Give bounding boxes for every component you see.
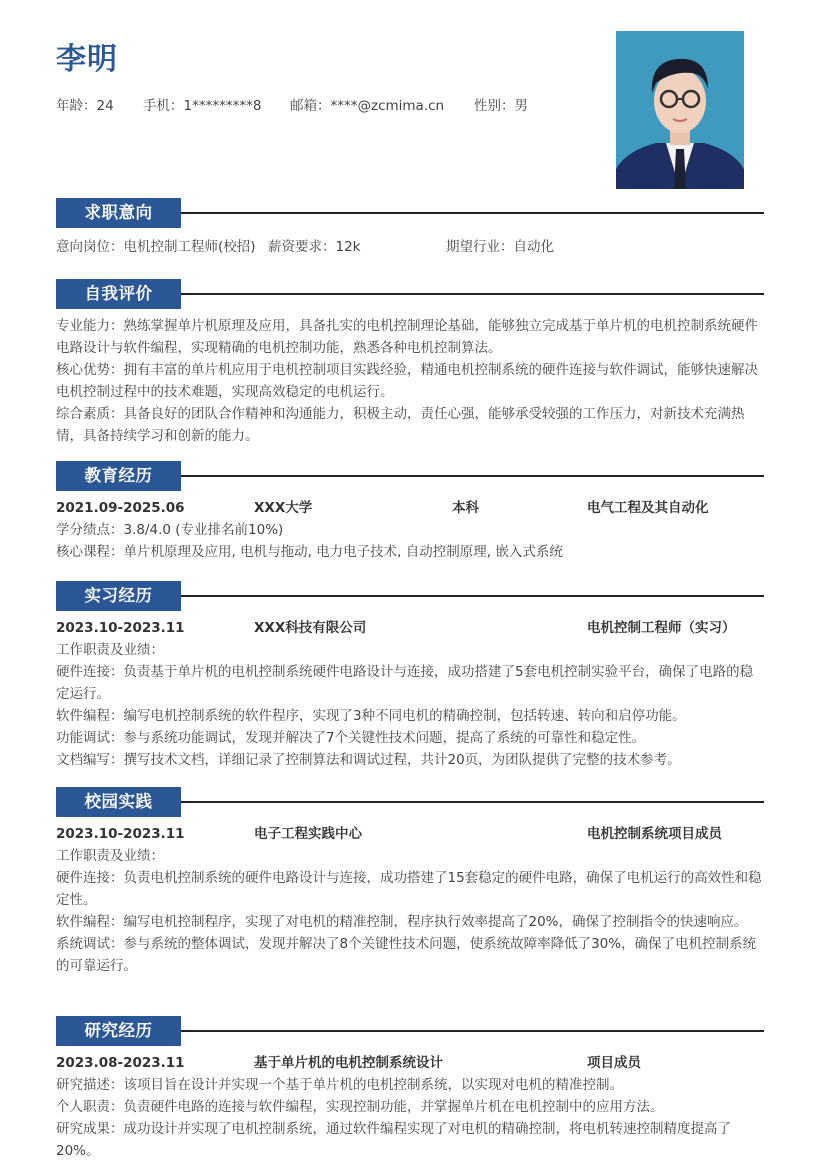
education-row bbox=[56, 497, 764, 519]
divider bbox=[181, 1030, 764, 1032]
divider bbox=[181, 212, 764, 214]
profile-photo bbox=[616, 31, 744, 189]
section-header bbox=[56, 787, 764, 817]
intent-industry: 期望行业：自动化 bbox=[446, 239, 554, 255]
divider bbox=[181, 801, 764, 803]
section-campus-practice bbox=[56, 787, 764, 977]
divider bbox=[181, 475, 764, 477]
contact-info bbox=[56, 94, 528, 114]
edu-major: 电气工程及其自动化 bbox=[587, 500, 709, 516]
campus-line: 工作职责及业绩： bbox=[56, 848, 164, 864]
intent-row bbox=[56, 236, 764, 258]
intern-line: 工作职责及业绩： bbox=[56, 642, 164, 658]
resume-header bbox=[56, 38, 616, 158]
intern-line: 功能调试：参与系统功能调试，发现并解决了7个关键性技术问题，提高了系统的可靠性和稳定性。 bbox=[56, 730, 646, 746]
contact-phone: 手机：1*********8 bbox=[143, 98, 262, 114]
section-header bbox=[56, 279, 764, 309]
section-self-evaluation bbox=[56, 279, 764, 447]
section-title: 实习经历 bbox=[56, 581, 181, 611]
eval-line: 综合素质：具备良好的团队合作精神和沟通能力，积极主动，责任心强，能够承受较强的工作压力，对新技术充满热情，具备持续学习和创新的能力。 bbox=[56, 406, 745, 444]
section-title: 教育经历 bbox=[56, 461, 181, 491]
research-period: 2023.08-2023.11 bbox=[56, 1055, 185, 1071]
person-portrait-icon bbox=[616, 31, 744, 189]
campus-line: 系统调试：参与系统的整体调试，发现并解决了8个关键性技术问题，使系统故障率降低了30%，确保了电机控制系统的可靠运行。 bbox=[56, 936, 757, 974]
campus-org: 电子工程实践中心 bbox=[254, 826, 362, 842]
campus-line: 硬件连接：负责电机控制系统的硬件电路设计与连接，成功搭建了15套稳定的硬件电路，确保了电机运行的高效性和稳定性。 bbox=[56, 870, 762, 908]
section-header bbox=[56, 581, 764, 611]
candidate-name: 李明 bbox=[56, 42, 118, 77]
section-title: 校园实践 bbox=[56, 787, 181, 817]
section-title: 研究经历 bbox=[56, 1016, 181, 1046]
research-line: 研究描述：该项目旨在设计并实现一个基于单片机的电机控制系统，以实现对电机的精准控制。 bbox=[56, 1077, 623, 1093]
eval-line: 核心优势：拥有丰富的单片机应用于电机控制项目实践经验，精通电机控制系统的硬件连接与软件调试，能够快速解决电机控制过程中的技术难题，实现高效稳定的电机运行。 bbox=[56, 362, 758, 400]
section-header bbox=[56, 198, 764, 228]
research-row bbox=[56, 1052, 764, 1074]
intent-salary: 薪资要求：12k bbox=[268, 239, 361, 255]
intent-position: 意向岗位：电机控制工程师(校招) bbox=[56, 239, 256, 255]
section-education bbox=[56, 461, 764, 563]
contact-age: 年龄：24 bbox=[56, 98, 114, 114]
intern-role: 电机控制工程师（实习） bbox=[587, 620, 736, 636]
research-role: 项目成员 bbox=[587, 1055, 641, 1071]
section-header bbox=[56, 461, 764, 491]
internship-row bbox=[56, 617, 764, 639]
divider bbox=[181, 293, 764, 295]
research-project: 基于单片机的电机控制系统设计 bbox=[254, 1055, 443, 1071]
edu-degree: 本科 bbox=[452, 500, 479, 516]
edu-period: 2021.09-2025.06 bbox=[56, 500, 185, 516]
campus-period: 2023.10-2023.11 bbox=[56, 826, 185, 842]
campus-role: 电机控制系统项目成员 bbox=[587, 826, 722, 842]
campus-line: 软件编程：编写电机控制程序，实现了对电机的精准控制，程序执行效率提高了20%，确保了控制指令的快速响应。 bbox=[56, 914, 748, 930]
eval-line: 专业能力：熟练掌握单片机原理及应用，具备扎实的电机控制理论基础，能够独立完成基于单片机的电机控制系统硬件电路设计与软件编程，实现精确的电机控制功能，熟悉各种电机控制算法。 bbox=[56, 318, 758, 356]
section-header bbox=[56, 1016, 764, 1046]
section-research bbox=[56, 1016, 764, 1160]
section-title: 求职意向 bbox=[56, 198, 181, 228]
intern-company: XXX科技有限公司 bbox=[254, 620, 367, 636]
section-job-intent bbox=[56, 198, 764, 258]
edu-line: 学分绩点：3.8/4.0 (专业排名前10%) bbox=[56, 522, 284, 538]
edu-school: XXX大学 bbox=[254, 500, 313, 516]
contact-email: 邮箱：****@zcmima.cn bbox=[290, 98, 445, 114]
research-line: 个人职责：负责硬件电路的连接与软件编程，实现控制功能，并掌握单片机在电机控制中的应用方法。 bbox=[56, 1099, 664, 1115]
intern-line: 硬件连接：负责基于单片机的电机控制系统硬件电路设计与连接，成功搭建了5套电机控制实验平台，确保了电路的稳定运行。 bbox=[56, 664, 754, 702]
intern-period: 2023.10-2023.11 bbox=[56, 620, 185, 636]
divider bbox=[181, 595, 764, 597]
campus-row bbox=[56, 823, 764, 845]
section-internship bbox=[56, 581, 764, 771]
research-line: 研究成果：成功设计并实现了电机控制系统，通过软件编程实现了对电机的精确控制，将电机转速控制精度提高了20%。 bbox=[56, 1121, 731, 1159]
intern-line: 软件编程：编写电机控制系统的软件程序，实现了3种不同电机的精确控制，包括转速、转向和启停功能。 bbox=[56, 708, 686, 724]
section-title: 自我评价 bbox=[56, 279, 181, 309]
intern-line: 文档编写：撰写技术文档，详细记录了控制算法和调试过程，共计20页，为团队提供了完整的技术参考。 bbox=[56, 752, 681, 768]
edu-line: 核心课程：单片机原理及应用, 电机与拖动, 电力电子技术, 自动控制原理, 嵌入式系统 bbox=[56, 544, 563, 560]
contact-gender: 性别：男 bbox=[474, 98, 528, 114]
